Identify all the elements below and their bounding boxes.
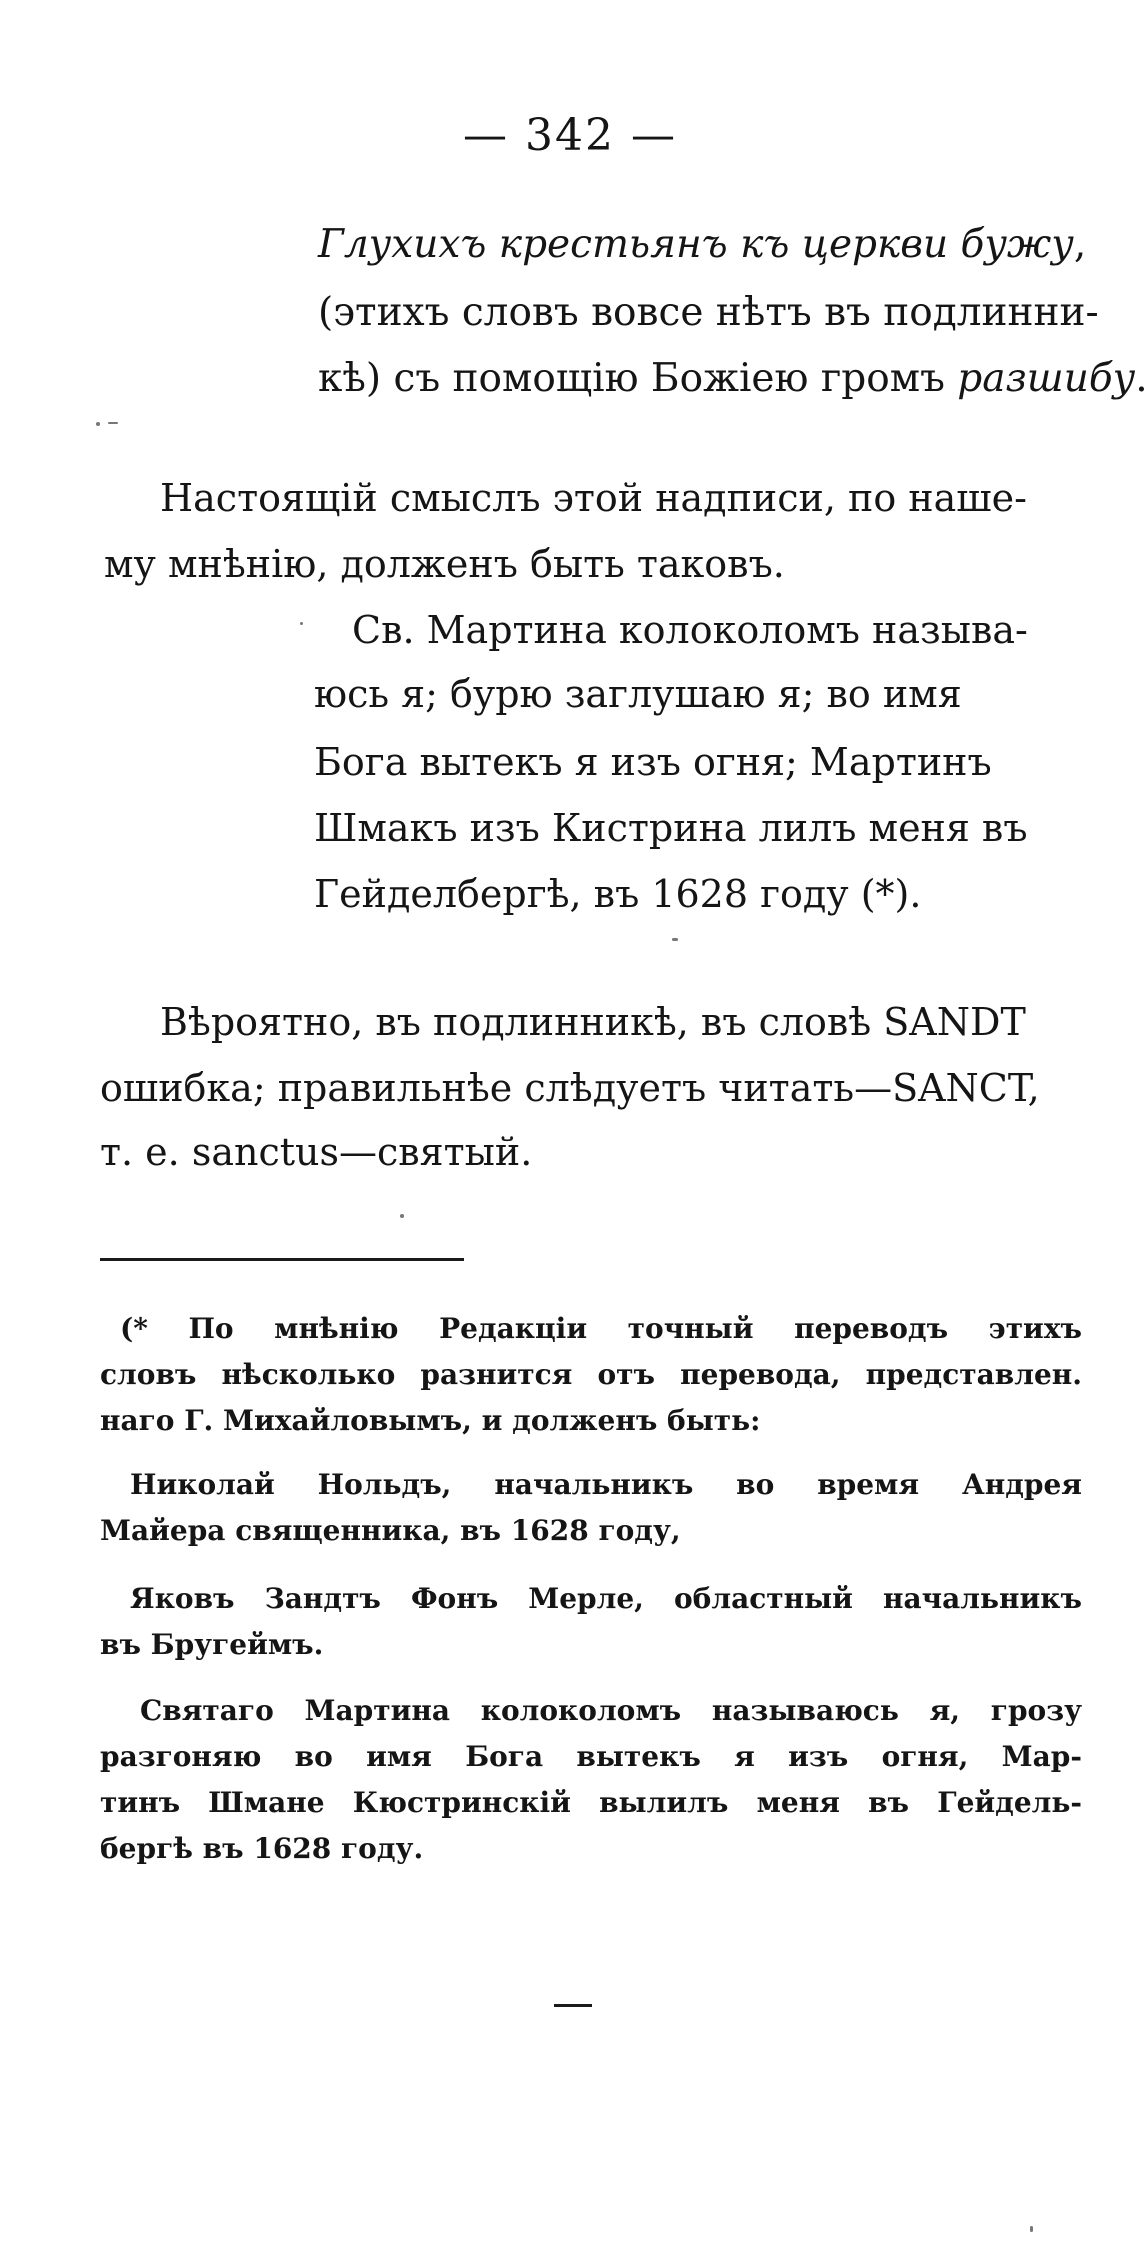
bottom-dash (554, 2004, 592, 2007)
verse1-line-1-italic: Глухихъ крестьянъ къ церкви бужу (318, 222, 1074, 267)
footnote-p4-line-3: тинъ Шмане Кюстринскій вылилъ меня въ Гейдель- (100, 1786, 1082, 1819)
footnote-p4-line-2: разгоняю во имя Бога вытекъ я изъ огня, Мар- (100, 1740, 1082, 1773)
scan-speck (1030, 2226, 1033, 2232)
paragraph1-line-1: Настоящій смыслъ этой надписи, по наше- (160, 476, 1027, 520)
paragraph2-line-1: Вѣроятно, въ подлинникѣ, въ словѣ SANDT (160, 1000, 1026, 1044)
footnote-p2-line-2: Майера священника, въ 1628 году, (100, 1514, 681, 1547)
page-number: — 342 — (463, 110, 677, 161)
paragraph2-line-2: ошибка; правильнѣе слѣдуетъ читать—SANCT, (100, 1066, 1040, 1110)
verse2-line-3: Бога вытекъ я изъ огня; Мартинъ (314, 740, 992, 784)
verse1-line-3-italic: разшибу (957, 356, 1136, 401)
footnote-paragraph-1 (100, 1306, 1082, 1444)
verse1-line-3-end: . (1135, 356, 1148, 401)
footnote-p4-line-1: Святаго Мартина колоколомъ называюсь я, грозу (140, 1694, 1082, 1727)
footnote-p2-line-1: Николай Нольдъ, начальникъ во время Андрея (130, 1468, 1082, 1501)
footnote-p3-line-1: Яковъ Зандтъ Фонъ Мерле, областный начальникъ (130, 1582, 1082, 1615)
footnote-p4-line-4: бергѣ въ 1628 году. (100, 1832, 424, 1865)
scan-speck (300, 622, 303, 625)
footnote-paragraph-2 (100, 1462, 1082, 1554)
footnote-paragraph-4 (100, 1688, 1082, 1872)
scan-speck (400, 1214, 404, 1218)
verse1-line-1-end: , (1073, 222, 1087, 267)
verse1-line-3-plain: кѣ) съ помощію Божіею громъ (318, 356, 958, 401)
scan-speck (672, 938, 678, 941)
verse2-line-2: юсь я; бурю заглушаю я; во имя (314, 672, 962, 716)
verse1-line-2: (этихъ словъ вовсе нѣтъ въ подлинни- (318, 290, 1099, 335)
footnote-divider (100, 1258, 464, 1261)
verse1-line-3 (318, 356, 1148, 401)
footnote-p3-line-2: въ Бругеймъ. (100, 1628, 324, 1661)
scan-speck (96, 422, 100, 426)
scan-speck (108, 422, 118, 424)
verse2-line-4: Шмакъ изъ Кистрина лилъ меня въ (314, 806, 1028, 850)
footnote-p1-line-1: (* По мнѣнію Редакціи точный переводъ этихъ (120, 1312, 1082, 1345)
verse2-line-1: Св. Мартина колоколомъ называ- (352, 608, 1028, 652)
footnote-p1-line-2: словъ нѣсколько разнится отъ перевода, представлен. (100, 1358, 1082, 1391)
paragraph2-line-3: т. е. sanctus—святый. (100, 1130, 533, 1174)
footnote-p1-line-3: наго Г. Михайловымъ, и долженъ быть: (100, 1404, 761, 1437)
footnote-paragraph-3 (100, 1576, 1082, 1668)
verse2-line-5: Гейделбергѣ, въ 1628 году (*). (314, 872, 922, 916)
verse1-line-1 (318, 222, 1087, 267)
paragraph1-line-2: му мнѣнію, долженъ быть таковъ. (104, 542, 785, 586)
